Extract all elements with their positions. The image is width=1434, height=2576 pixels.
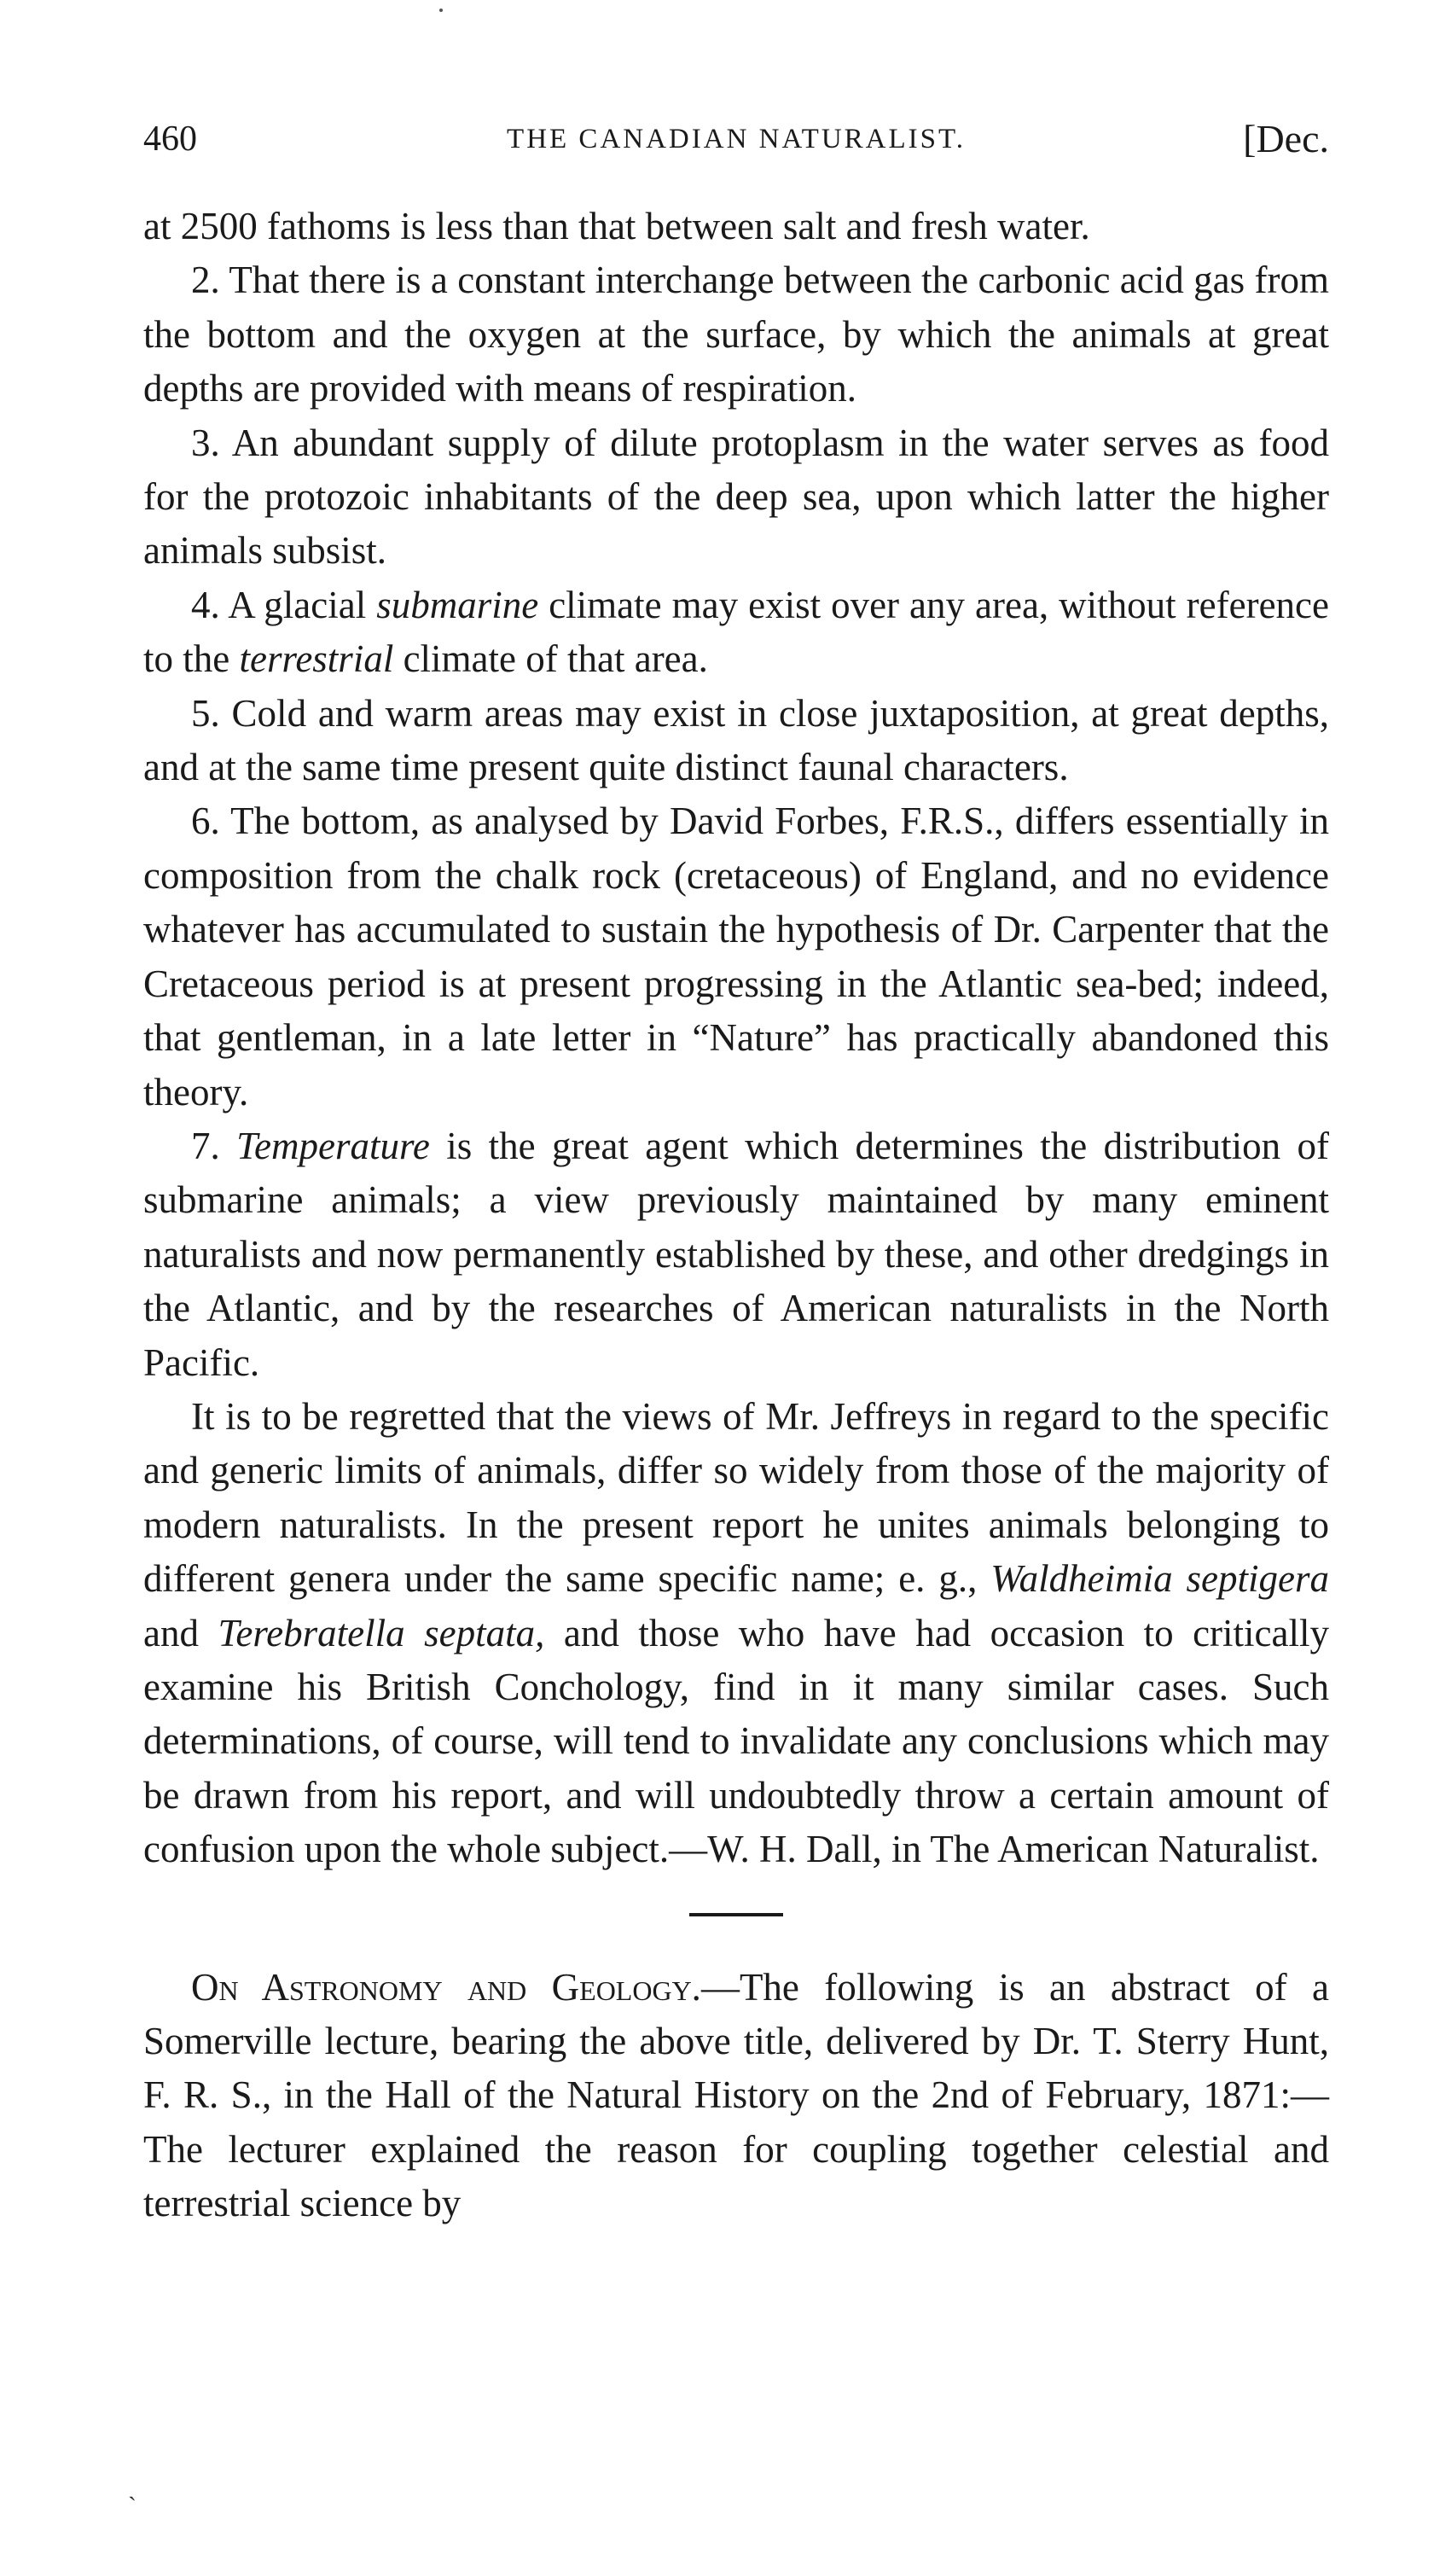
- stray-mark: ˏ: [128, 2473, 136, 2501]
- paragraph-point-4: [143, 579, 1329, 687]
- paragraph-point-2: 2. That there is a constant interchange between the carbonic acid gas from the bottom and the oxygen at the surface, by which the animals at great depths are provided with means of respiration.: [143, 259, 1329, 410]
- running-date: [Dec.: [1243, 117, 1329, 160]
- text-run: and: [143, 1611, 218, 1654]
- text-run: 4. A glacial: [191, 583, 377, 626]
- text-run: climate may exist over any area, without reference to the: [143, 583, 1329, 681]
- text-run: and those who have had occasion to critically examine his British Conchology, find in it many similar cases. Such determinations, of course, will tend to invalidate any conclusions which may be drawn from his report, and will undoubtedly throw a certain amount of confusion upon the whole subject.—W. H. Dall, in The American Naturalist.: [143, 1611, 1329, 1871]
- italic-term-submarine: submarine: [376, 583, 539, 626]
- text-run: —The following is an abstract of a Somerville lecture, bearing the above title, delivered by Dr. T. Sterry Hunt, F. R. S., in the Hall of the Natural History on the 2nd of February, 1871:—The lecturer explained the reason for coupling together celestial and terrestrial science by: [143, 1965, 1329, 2225]
- section-heading: On Astronomy and Geology.: [191, 1965, 701, 2009]
- text-run: 7.: [191, 1124, 237, 1167]
- text-run: is the great agent which determines the distribution of submarine animals; a view previously maintained by many eminent naturalists and now permanently established by these, and other dredgings in the Atlantic, and by the researches of American naturalists in the North Pacific.: [143, 1124, 1329, 1384]
- running-title: THE CANADIAN NATURALIST.: [507, 124, 966, 154]
- page-speck: [439, 9, 443, 12]
- text-run: It is to be regretted that the views of Mr. Jeffreys in regard to the specific and generic limits of animals, differ so widely from those of the majority of modern naturalists. In the present report he unites animals belonging to different genera under the same specific name; e. g.,: [143, 1394, 1329, 1601]
- section-divider: [689, 1913, 783, 1916]
- paragraph-continuation: at 2500 fathoms is less than that between salt and fresh water.: [143, 205, 1090, 247]
- paragraph-point-6: 6. The bottom, as analysed by David Forbes, F.R.S., differs essentially in composition from the chalk rock (cretaceous) of England, and no evidence whatever has accumulated to sustain the hypothesis of Dr. Carpenter that the Cretaceous period is at present progressing in the Atlantic sea-bed; indeed, that gentleman, in a late letter in “Nature” has practically abandoned this theory.: [143, 800, 1329, 1114]
- running-header: [143, 109, 1329, 169]
- italic-term-temperature: Temperature: [236, 1124, 430, 1167]
- paragraph-jeffreys: [143, 1390, 1329, 1877]
- paragraph-astronomy-geology: [143, 1961, 1329, 2231]
- body-text: [143, 200, 1329, 2231]
- page-number: 460: [143, 119, 197, 159]
- italic-species-terebratella: Terebratella septata,: [218, 1611, 545, 1654]
- paragraph-point-5: 5. Cold and warm areas may exist in close juxtaposition, at great depths, and at the same time present quite distinct faunal characters.: [143, 691, 1329, 789]
- paragraph-point-7: [143, 1119, 1329, 1390]
- italic-term-terrestrial: terrestrial: [239, 637, 394, 681]
- text-run: climate of that area.: [393, 637, 708, 681]
- italic-species-waldheimia: Waldheimia septigera: [990, 1557, 1329, 1601]
- paragraph-point-3: 3. An abundant supply of dilute protoplasm in the water serves as food for the protozoic inhabitants of the deep sea, upon which latter the higher animals subsist.: [143, 421, 1329, 573]
